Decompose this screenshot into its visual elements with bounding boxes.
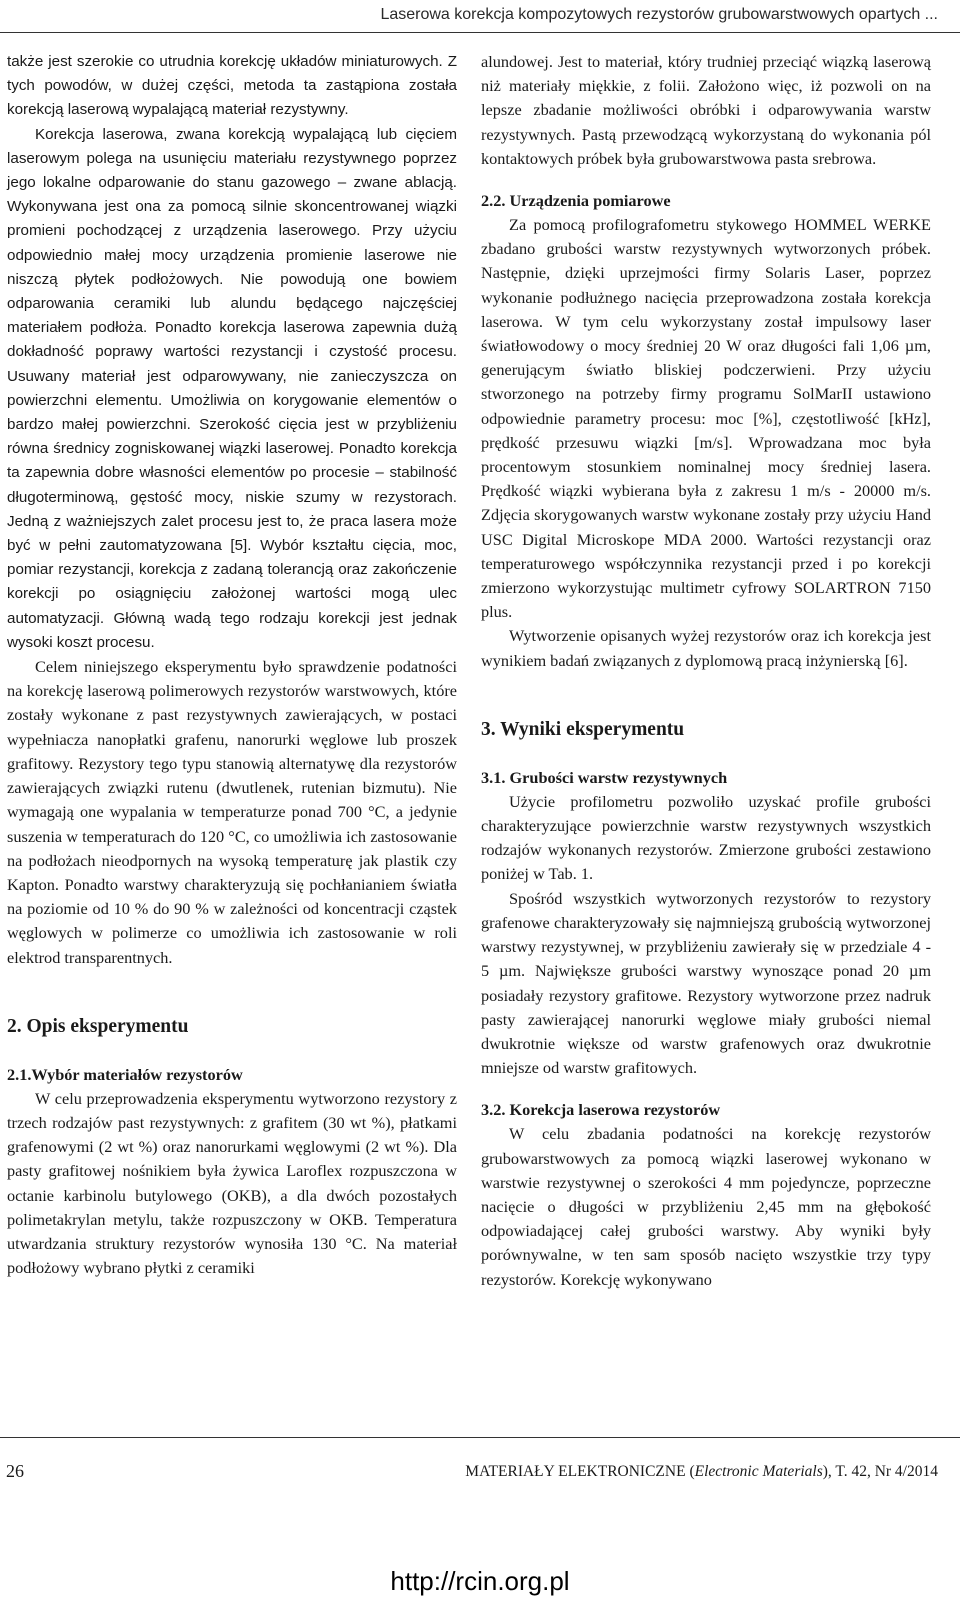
subsection-heading: 2.1.Wybór materiałów rezystorów — [7, 1064, 243, 1084]
section-heading: 2. Opis eksperymentu — [7, 1015, 189, 1037]
footer-rule — [0, 1437, 960, 1438]
right-column — [481, 50, 931, 1292]
paragraph: także jest szerokie co utrudnia korekcję układów miniaturowych. Z tych powodów, w dużej części, metoda ta zastąpiona została korekcją laserową wypalającą materiał rezystywny. — [7, 53, 457, 119]
subsection-heading: 2.2. Urządzenia pomiarowe — [481, 191, 671, 211]
subsection-heading: 3.2. Korekcja laserowa rezystorów — [481, 1100, 721, 1120]
page-number: 26 — [6, 1461, 24, 1481]
subsection-heading: 3.1. Grubości warstw rezystywnych — [481, 767, 728, 787]
journal-suffix: ), T. 42, Nr 4/2014 — [822, 1463, 938, 1480]
paragraph: Wytworzenie opisanych wyżej rezystorów oraz ich korekcja jest wynikiem badań związanych z dyplomową pracą inżynierską [6]. — [481, 626, 931, 670]
paragraph: alundowej. Jest to materiał, który trudniej przeciąć wiązką laserową niż materiały miękkie, z folii. Założono więc, iż pozwoli on na lepsze zbadanie możliwości obróbki i odparowywania warstw rezystywnych. Pastą przewodzącą wykorzystaną do wykonania pól kontaktowych próbek była grubowarstwowa pasta srebrowa. — [481, 52, 931, 168]
source-url-watermark[interactable]: http://rcin.org.pl — [390, 1566, 570, 1596]
paragraph: Celem niniejszego eksperymentu było sprawdzenie podatności na korekcję laserową polimerowych rezystorów warstwowych, które zostały wykonane z past rezystywnych zawierających, w postaci wypełniacza nanopłatki grafenu, nanorurki węglowe lub proszek grafitowy. Rezystory tego typu stanowią alternatywę dla rezystorów zawierających związki rutenu (dwutlenek, rutenian bizmutu). Nie wymagają one wypalania w temperaturze ponad 700 °C, a jedynie suszenia w temperaturach do 120 °C, co umożliwia ich zastosowanie na podłożach nieodpornych na wysoką temperaturę jak plastik czy Kapton. Ponadto warstwy charakteryzują się pochłanianiem światła na poziomie od 10 % do 90 % w zależności od koncentracji cząstek węglowych w polimerze co umożliwia ich zastosowanie w roli elektrod transparentnych. — [7, 657, 457, 967]
paragraph: W celu zbadania podatności na korekcję rezystorów grubowarstwowych za pomocą wiązki laserowej wykonano w warstwie rezystywnej o szerokości 4 mm pojedyncze, poprzeczne nacięcie o długości w przybliżeniu 2,45 mm na głębokość odpowiadającej całej grubości warstwy. Aby wyniki były porównywalne, w ten sam sposób nacięto wszystkie trzy typy rezystorów. Korekcję wykonywano — [481, 1124, 931, 1289]
section-heading: 3. Wyniki eksperymentu — [481, 718, 685, 740]
header-rule — [0, 32, 960, 33]
journal-citation — [465, 1463, 938, 1481]
paragraph: Użycie profilometru pozwoliło uzyskać profile grubości charakteryzujące powierzchnie warstw rezystywnych wszystkich rodzajów wykonanych rezystorów. Zmierzone grubości zestawiono poniżej w Tab. 1. — [481, 791, 931, 884]
left-column — [7, 50, 457, 1280]
paragraph: Spośród wszystkich wytworzonych rezystorów to rezystory grafenowe charakteryzowały się najmniejszą grubością wytworzonej warstwy rezystywnej, w przybliżeniu zawierały się w przedziale 4 - 5 µm. Największe grubości warstwy wynoszące ponad 20 µm posiadały rezystory grafitowe. Rezystory wytworzone przez nadruk pasty zawierającej nanorurki węglowe miały grubości niemal dwukrotnie większe od warstw grafenowych oraz dwukrotnie mniejsze od warstw grafitowych. — [481, 888, 931, 1078]
paragraph: Korekcja laserowa, zwana korekcją wypalającą lub cięciem laserowym polega na usunięciu materiału rezystywnego poprzez jego lokalne odparowanie do stanu gazowego – zwane ablacją. Wykonywana jest ona za pomocą silnie skoncentrowanej wiązki promieni pochodzącej z urządzenia laserowego. Przy użyciu odpowiednio małej mocy urządzenia promienie laserowe nie niszczą płytek podłożowych. Nie powodują one bowiem odparowania ceramiki lub alundu będącego najczęściej materiałem podłoża. Ponadto korekcja laserowa zapewnia dużą dokładność poprawy wartości rezystancji i czystość procesu. Usuwany materiał jest odparowywany, nie zanieczyszcza on powierzchni elementu. Umożliwia on korygowanie elementów o bardzo małej powierzchni. Szerokość cięcia jest w przybliżeniu równa średnicy zogniskowanej wiązki laserowej. Ponadto korekcja ta zapewnia dobre własności elementów po procesie – stabilność długoterminową, gęstość mocy, niskie szumy w rezystorach. Jedną z ważniejszych zalet procesu jest to, że praca lasera może być w pełni zautomatyzowana [5]. Wybór kształtu cięcia, moc, pomiar rezystancji, korekcja z zadaną tolerancją oraz zakończenie korekcji po osiągnięciu założonej wartości mogą ulec automatyzacji. Główną wadą tego rodzaju korekcji jest jednak wysoki koszt procesu. — [7, 125, 457, 651]
paragraph: W celu przeprowadzenia eksperymentu wytworzono rezystory z trzech rodzajów past rezystywnych: z grafitem (30 wt %), płatkami grafenowymi (2 wt %) oraz nanorurkami węglowymi (2 wt %). Dla pasty grafitowej nośnikiem była żywica Laroflex rozpuszczona w octanie karbinolu butylowego (OKB), a dla dwóch pozostałych polimetakrylan metylu, także rozpuszczony w OKB. Temperatura utwardzania struktury rezystorów wynosiła 130 °C. Na materiał podłożowy wybrano płytki z ceramiki — [7, 1088, 457, 1278]
journal-name-english: Electronic Materials — [694, 1463, 823, 1480]
paragraph: Za pomocą profilografometru stykowego HOMMEL WERKE zbadano grubości warstw rezystywnych wytworzonych próbek. Następnie, dzięki uprzejmości firmy Solaris Laser, poprzez wykonanie podłużnego nacięcia przeprowadzona została korekcja laserowa. W tym celu wykorzystany został impulsowy laser światłowodowy o mocy średniej 20 W oraz długości fali 1,06 µm, generującym światło bliskiej podczerwieni. Przy użyciu stworzonego na potrzeby firmy programu SolMarII ustawiono odpowiednie parametry procesu: moc [%], częstotliwość [kHz], prędkość przesuwu wiązki [m/s]. Wprowadzana moc była procentowym stosunkiem nominalnej mocy średniej lasera. Prędkość wiązki wybierana była z zakresu 1 m/s - 20000 m/s. Zdjęcia skorygowanych warstw wykonane zostały przy użyciu Hand USC Digital Microskope MDA 2000. Wartości rezystancji oraz temperaturowego współczynnika rezystancji przed i po korekcji zmierzono wykorzystując multimetr cyfrowy SOLARTRON 7150 plus. — [481, 215, 931, 622]
running-title: Laserowa korekcja kompozytowych rezystorów grubowarstwowych opartych ... — [380, 6, 938, 23]
journal-prefix: MATERIAŁY ELEKTRONICZNE ( — [465, 1463, 695, 1480]
